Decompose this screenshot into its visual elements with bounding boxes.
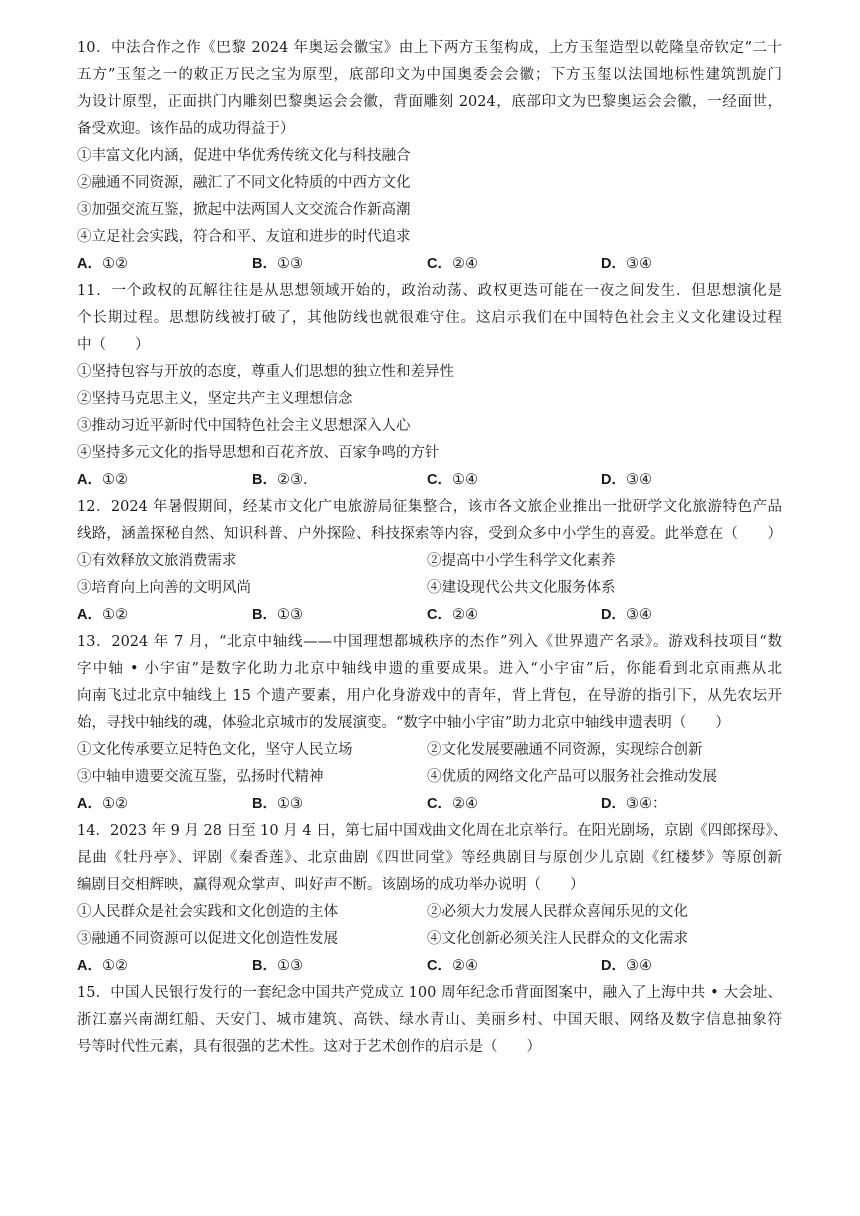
choice-text: ①②	[101, 256, 128, 272]
choice-letter: D．	[601, 958, 626, 974]
question-10-item-4: ④立足社会实践，符合和平、友谊和进步的时代追求	[77, 229, 411, 245]
question-14-choice-c	[427, 956, 478, 976]
choice-text: ③④：	[625, 796, 667, 812]
question-14-choice-d	[601, 956, 652, 976]
question-15-stem-line-1: 15．中国人民银行发行的一套纪念中国共产党成立 100 周年纪念币背面图案中，融入了上海中共 • 大会址、	[77, 985, 782, 1001]
choice-letter: C．	[427, 472, 452, 488]
question-15-stem-line-3: 号等时代性元素，具有很强的艺术性。这对于艺术创作的启示是（ ）	[77, 1039, 541, 1055]
question-12-choice-b	[252, 605, 303, 625]
question-10-choice-c	[427, 254, 478, 274]
choice-text: ③④	[625, 958, 652, 974]
choice-letter: C．	[427, 256, 452, 272]
choice-letter: B．	[252, 256, 277, 272]
question-14-choice-b	[252, 956, 303, 976]
question-14-item-4: ④文化创新必须关注人民群众的文化需求	[427, 931, 688, 947]
choice-text: ①③	[276, 958, 303, 974]
question-13-choice-d	[601, 794, 666, 814]
question-13-stem-line-2: 字中轴 • 小宇宙”是数字化助力北京中轴线申遗的重要成果。进入“小宇宙”后，你能看到北京雨燕从北	[77, 661, 782, 677]
choice-text: ①③	[276, 796, 303, 812]
question-14-item-1: ①人民群众是社会实践和文化创造的主体	[77, 904, 338, 920]
choice-letter: D．	[601, 796, 626, 812]
choice-letter: C．	[427, 958, 452, 974]
question-14-item-3: ③融通不同资源可以促进文化创造性发展	[77, 931, 338, 947]
question-11-stem-line-1: 11．一个政权的瓦解往往是从思想领域开始的，政治动荡、政权更迭可能在一夜之间发生．但思想演化是	[77, 283, 782, 299]
question-10-stem-line-4: 备受欢迎。该作品的成功得益于）	[77, 121, 295, 137]
question-12-choice-d	[601, 605, 652, 625]
choice-text: ③④	[625, 256, 652, 272]
question-10-choice-d	[601, 254, 652, 274]
question-10-item-3: ③加强交流互鉴，掀起中法两国人文交流合作新高潮	[77, 202, 411, 218]
question-10-stem-line-2: 五方”玉玺之一的敕正万民之宝为原型，底部印文为中国奥委会会徽；下方玉玺以法国地标性建筑凯旋门	[77, 67, 782, 83]
question-11-choice-b	[252, 470, 308, 490]
question-12-stem-line-1: 12．2024 年暑假期间，经某市文化广电旅游局征集整合，该市各文旅企业推出一批研学文化旅游特色产品	[77, 499, 782, 515]
question-10-choice-b	[252, 254, 303, 274]
question-11-choice-d	[601, 470, 652, 490]
question-11-stem-line-3: 中（ ）	[77, 337, 150, 353]
question-13-item-4: ④优质的网络文化产品可以服务社会推动发展	[427, 769, 717, 785]
choice-text: ①③	[276, 256, 303, 272]
question-12-choice-a	[77, 605, 128, 625]
choice-text: ②④	[451, 607, 478, 623]
choice-text: ①②	[101, 472, 128, 488]
choice-letter: B．	[252, 472, 277, 488]
question-11-stem-line-2: 个长期过程。思想防线被打破了，其他防线也就很难守住。这启示我们在中国特色社会主义文化建设过程	[77, 310, 782, 326]
question-13-item-1: ①文化传承要立足特色文化，坚守人民立场	[77, 742, 353, 758]
question-14-stem-line-2: 昆曲《牡丹亭》、评剧《秦香莲》、北京曲剧《四世同堂》等经典剧目与原创少儿京剧《红楼梦》等原创新	[77, 850, 782, 866]
question-12-stem-line-2: 线路，涵盖探秘自然、知识科普、户外探险、科技探索等内容，受到众多中小学生的喜爱。此举意在（ ）	[77, 526, 782, 542]
choice-letter: A．	[77, 256, 102, 272]
choice-letter: B．	[252, 796, 277, 812]
choice-letter: A．	[77, 472, 102, 488]
question-12-choice-c	[427, 605, 478, 625]
choice-letter: A．	[77, 607, 102, 623]
choice-text: ②④	[451, 796, 478, 812]
choice-text: ③④	[625, 472, 652, 488]
question-12-item-4: ④建设现代公共文化服务体系	[427, 580, 616, 596]
choice-text: ①②	[101, 958, 128, 974]
question-14-stem-line-3: 编剧目交相辉映，赢得观众掌声、叫好声不断。该剧场的成功举办说明（ ）	[77, 877, 585, 893]
question-10-item-1: ①丰富文化内涵，促进中华优秀传统文化与科技融合	[77, 148, 411, 164]
choice-text: ①②	[101, 607, 128, 623]
question-13-item-3: ③中轴申遗要交流互鉴，弘扬时代精神	[77, 769, 324, 785]
choice-letter: D．	[601, 607, 626, 623]
question-11-item-3: ③推动习近平新时代中国特色社会主义思想深入人心	[77, 418, 411, 434]
choice-letter: C．	[427, 796, 452, 812]
choice-letter: D．	[601, 472, 626, 488]
question-10-item-2: ②融通不同资源，融汇了不同文化特质的中西方文化	[77, 175, 411, 191]
choice-letter: A．	[77, 958, 102, 974]
choice-letter: D．	[601, 256, 626, 272]
choice-text: ②④	[451, 958, 478, 974]
question-13-stem-line-4: 始，寻找中轴线的魂，体验北京城市的发展演变。“数字中轴小宇宙”助力北京中轴线申遗表明（ ）	[77, 715, 730, 731]
question-12-item-3: ③培育向上向善的文明风尚	[77, 580, 251, 596]
choice-text: ③④	[625, 607, 652, 623]
choice-text: ②③.	[276, 472, 308, 488]
choice-text: ②④	[451, 256, 478, 272]
question-11-item-4: ④坚持多元文化的指导思想和百花齐放、百家争鸣的方针	[77, 445, 440, 461]
question-12-item-1: ①有效释放文旅消费需求	[77, 553, 237, 569]
question-13-choice-b	[252, 794, 303, 814]
choice-text: ①③	[276, 607, 303, 623]
question-13-choice-c	[427, 794, 478, 814]
choice-letter: B．	[252, 958, 277, 974]
question-14-stem-line-1: 14．2023 年 9 月 28 日至 10 月 4 日，第七届中国戏曲文化周在北京举行。在阳光剧场，京剧《四郎探母》、	[77, 823, 788, 839]
question-11-choice-c	[427, 470, 478, 490]
question-13-stem-line-3: 向南飞过北京中轴线上 15 个遗产要素，用户化身游戏中的青年，背上背包，在导游的指引下，从先农坛开	[77, 688, 782, 704]
question-13-stem-line-1: 13．2024 年 7 月，“北京中轴线——中国理想都城秩序的杰作”列入《世界遗产名录》。游戏科技项目“数	[77, 634, 782, 650]
question-11-item-1: ①坚持包容与开放的态度，尊重人们思想的独立性和差异性	[77, 364, 454, 380]
choice-letter: A．	[77, 796, 102, 812]
question-13-choice-a	[77, 794, 128, 814]
question-15-stem-line-2: 浙江嘉兴南湖红船、天安门、城市建筑、高铁、绿水青山、美丽乡村、中国天眼、网络及数字信息抽象符	[77, 1012, 782, 1028]
question-11-choice-a	[77, 470, 128, 490]
choice-letter: C．	[427, 607, 452, 623]
question-13-item-2: ②文化发展要融通不同资源，实现综合创新	[427, 742, 703, 758]
choice-letter: B．	[252, 607, 277, 623]
question-14-item-2: ②必须大力发展人民群众喜闻乐见的文化	[427, 904, 688, 920]
question-12-item-2: ②提高中小学生科学文化素养	[427, 553, 616, 569]
question-10-stem-line-1: 10．中法合作之作《巴黎 2024 年奥运会徽宝》由上下两方玉玺构成，上方玉玺造型以乾隆皇帝钦定“二十	[77, 40, 782, 56]
choice-text: ①②	[101, 796, 128, 812]
question-11-item-2: ②坚持马克思主义，坚定共产主义理想信念	[77, 391, 353, 407]
question-10-choice-a	[77, 254, 128, 274]
choice-text: ①④	[451, 472, 478, 488]
question-14-choice-a	[77, 956, 128, 976]
question-10-stem-line-3: 为设计原型，正面拱门内雕刻巴黎奥运会会徽，背面雕刻 2024，底部印文为巴黎奥运会会徽，一经面世，	[77, 94, 782, 110]
